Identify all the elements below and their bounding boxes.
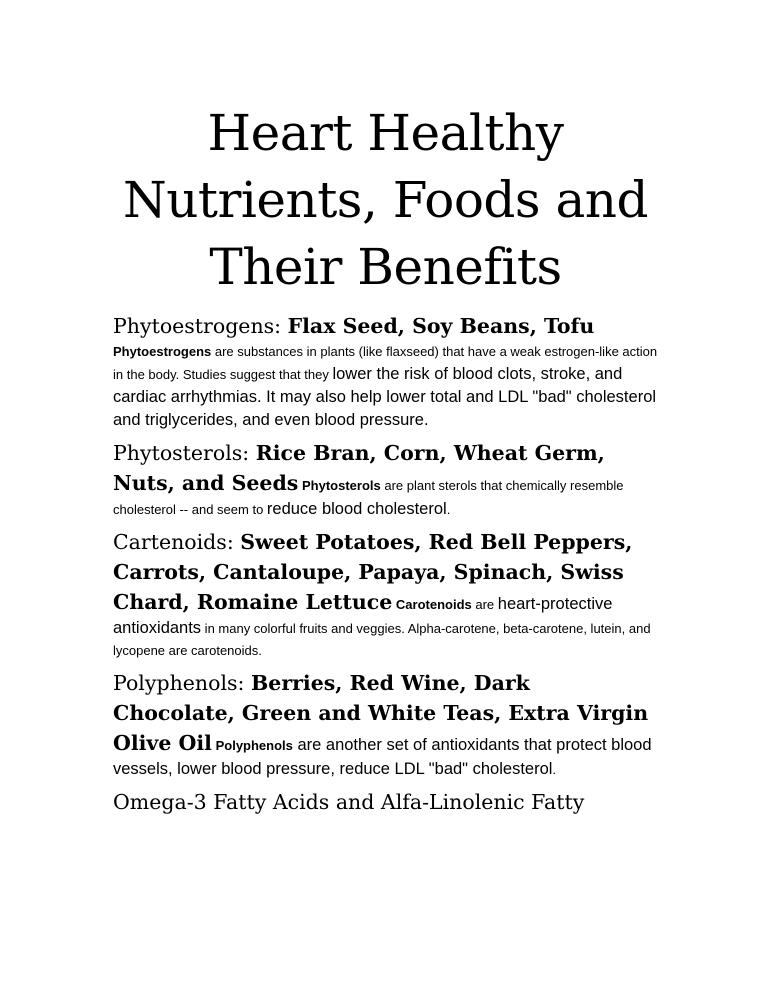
document-page: [113, 100, 658, 817]
section-term: Carotenoids: [395, 597, 472, 612]
section-foods: Sweet Potatoes, Red Bell Peppers, Carrots, Cantaloupe, Papaya, Spinach, Swiss Chard, Romaine Lettuce: [113, 530, 633, 614]
section-lead: Polyphenols:: [113, 671, 251, 695]
section-phytosterols: [113, 438, 658, 521]
title-line-1: Heart Healthy: [207, 104, 564, 162]
section-lead: Cartenoids:: [113, 530, 241, 554]
section-polyphenols: [113, 668, 658, 781]
section-text: are: [471, 597, 498, 612]
section-term: Phytosterols: [301, 478, 381, 493]
section-text-end: .: [552, 762, 557, 777]
section-lead: Phytoestrogens:: [113, 314, 288, 338]
section-text-end: .: [446, 502, 451, 517]
section-foods: Flax Seed, Soy Beans, Tofu: [287, 314, 595, 338]
section-term: Polyphenols: [215, 738, 293, 753]
section-foods: Rice Bran, Corn, Wheat Germ, Nuts, and Seeds: [113, 441, 605, 495]
section-text-emphasis: heart-protective antioxidants: [113, 595, 613, 637]
section-cartenoids: [113, 527, 658, 662]
section-text-emphasis: are another set of antioxidants that protect blood vessels, lower blood pressure, reduce LDL "bad" cholesterol: [113, 736, 652, 778]
section-phytoestrogens: [113, 311, 658, 432]
section-foods: Berries, Red Wine, Dark Chocolate, Green and White Teas, Extra Virgin Olive Oil: [113, 671, 649, 755]
section-heading-omega3: Omega-3 Fatty Acids and Alfa-Linolenic Fatty: [113, 790, 585, 814]
section-text: are substances in plants (like flaxseed) that have a weak estrogen-like action in the body. Studies suggest that they: [113, 344, 658, 382]
section-text: are plant sterols that chemically resemble cholesterol -- and seem to: [113, 478, 624, 517]
section-lead: Phytosterols:: [113, 441, 256, 465]
section-term: Phytoestrogens: [113, 344, 212, 359]
section-text-end: in many colorful fruits and veggies. Alpha-carotene, beta-carotene, lutein, and lycopene are carotenoids.: [113, 621, 651, 658]
section-text-emphasis: reduce blood cholesterol: [266, 500, 447, 518]
title-line-2: Nutrients, Foods and: [122, 171, 648, 229]
section-text-emphasis: lower the risk of blood clots, stroke, and cardiac arrhythmias. It may also help lower total and LDL "bad" cholesterol and triglycerides, and even blood pressure.: [113, 365, 657, 429]
title-line-3: Their Benefits: [209, 238, 562, 296]
page-title: [113, 100, 658, 301]
